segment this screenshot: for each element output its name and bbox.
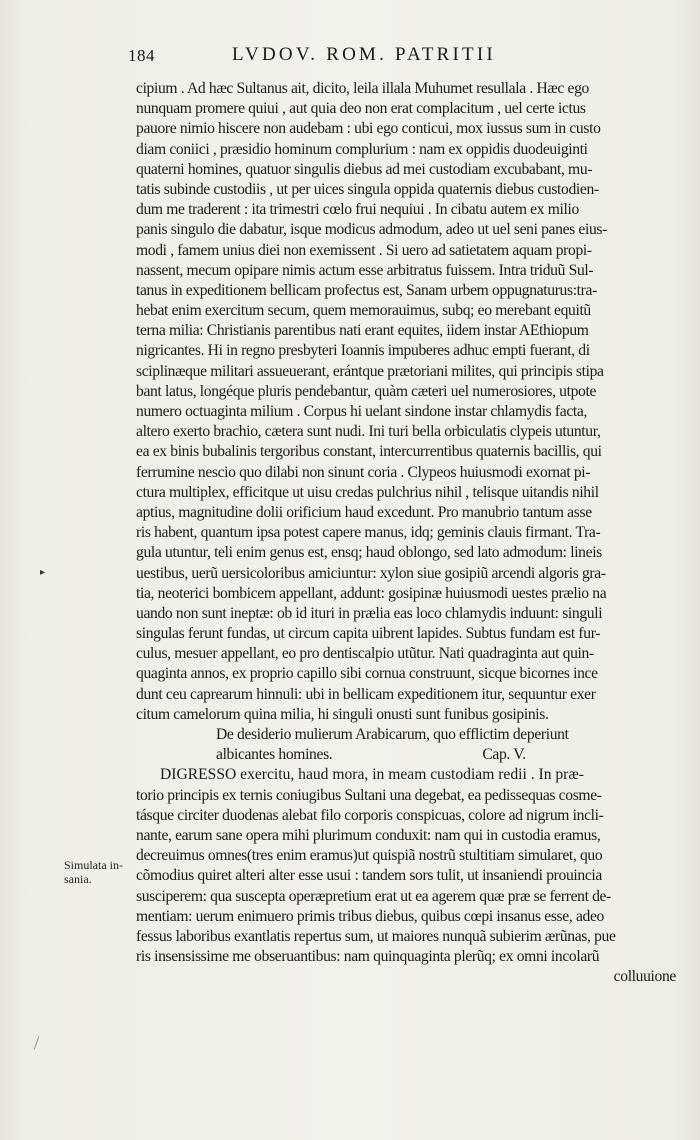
text-line: susciperem: qua suscepta operæpretium erat ut ea agerem quæ præ se ferrent de-: [136, 887, 611, 905]
text-line: mentiam: uerum enimuero primis tribus diebus, quibus cœpi insanus esse, adeo: [136, 907, 604, 925]
chapter-number: Cap. V.: [482, 746, 526, 764]
text-line: panis singulo die dabatur, isque modicus admodum, adeo ut uel seni panes eius-: [136, 221, 607, 239]
text-line: nante, earum sane opera mihi plurimum conduxit: nam qui in custodia eramus,: [136, 826, 601, 844]
text-line: culus, mesuer appellant, eo pro dentiscalpio utũtur. Nati quadraginta aut quin-: [136, 645, 594, 663]
text-line: pauore nimio hiscere non audebam : ubi ego conticui, mox iussus sum in custo: [136, 120, 601, 138]
margin-stray-mark: [34, 1036, 40, 1049]
text-line: ris habent, quantum ipsa potest capere manus, idq; geminis clauis firmant. Tra-: [136, 524, 601, 542]
chapter-title-part: albicantes homines.: [216, 746, 333, 764]
text-line: nassent, mecum opipare nimis actum esse arbitratus fuissem. Intra triduũ Sul-: [136, 261, 594, 279]
text-line: cõmodius quiret alteri alter esse usui : tandem sors tulit, ut insaniendi prouincia: [136, 867, 602, 885]
chapter-heading-line: De desiderio mulierum Arabicarum, quo efflictim deperiunt: [216, 726, 569, 743]
text-line: citum camelorum quina milia, hi singuli onusti sunt funibus gosipinis.: [136, 705, 549, 723]
text-line: cipium . Ad hæc Sultanus ait, dicito, leila illala Muhumet resullala . Hæc ego: [136, 80, 589, 97]
text-line: aptius, magnitudine dolii orificium haud excedunt. Pro manubrio tantum asse: [136, 503, 592, 521]
marginal-note-line: sania.: [64, 872, 92, 886]
text-line: decreuimus omnes(tres enim eramus)ut quispiã nostrũ stultitiam simularet, quo: [136, 847, 603, 865]
body-text: [136, 79, 676, 987]
text-line: tatis subinde custodiis , ut per uices singula oppida quaternis diebus custodien-: [136, 180, 599, 198]
text-line: tanus in expeditionem bellicam profectus est, Sanam urbem oppugnaturus:tra-: [136, 281, 597, 299]
text-line: terna milia: Christianis parentibus nati erant equites, iidem instar AEthiopum: [136, 322, 589, 340]
text-line: uando non sunt ineptæ: ob id ituri in prælia eas loco chlamydis induunt: singuli: [136, 604, 603, 622]
text-line: altero exerto brachio, cætera sunt nudi. Ini turi bella orbiculatis clypeis utuntur,: [136, 423, 601, 441]
text-line: hebat enim exercitum secum, quem memorauimus, subq; eo merebant equitũ: [136, 302, 591, 320]
page-header: [128, 46, 676, 72]
text-line: quaginta annos, ex proprio capillo sibi cornua construunt, sicque bicornes ince: [136, 665, 598, 683]
margin-mark-icon: ▸: [40, 567, 46, 578]
chapter-heading-line: [136, 745, 676, 765]
text-line: nunquam promere quiui , aut quia deo non erat complacitum , uel certe ictus: [136, 100, 586, 118]
text-line: fessus laboribus exantlatis repertus sum, ut maiores nunquã subierim ærũnas, pue: [136, 927, 616, 945]
text-line: ea ex binis bubalinis tergoribus constant, intercurrentibus quaternis bacillis, qui: [136, 443, 602, 461]
text-line: ris insensissime me obseruantibus: nam quinquaginta plerũq; ex omni incolarũ: [136, 948, 600, 966]
text-line: ferrumine nescio quo dilabi non sinunt coria . Clypeos huiusmodi exornat pi-: [136, 463, 591, 481]
text-line: singulas ferunt fundas, ut circum capita uibrent lapides. Subtus fundam est fur-: [136, 625, 601, 643]
marginal-note: [64, 858, 123, 886]
text-line: sciplinæque militari assueuerant, erántque prætoriani milites, qui principis stipa: [136, 362, 604, 380]
running-head: LVDOV. ROM. PATRITII: [232, 44, 496, 65]
text-line: quaterni homines, quatuor singulis diebus ad mei custodiam excubabant, mu-: [136, 160, 593, 178]
text-line: gula utuntur, teli enim genus est, ensq; haud oblongo, sed lato admodum: lineis: [136, 544, 602, 562]
text-line: uestibus, uerũ uersicoloribus amiciuntur: xylon siue gosipiũ arcendi algoris gra-: [136, 564, 606, 582]
text-line: ctura multiplex, efficitque ut uisu credas pulchrius nihil , telisque uitandis nihil: [136, 483, 599, 501]
text-line: dunt ceu caprearum hinnuli: ubi in bellicam expeditionem itur, sequuntur exer: [136, 685, 596, 703]
marginal-note-line: Simulata in-: [64, 858, 123, 872]
text-line: tia, neoterici bombicem appellant, addunt: gosipinæ huiusmodi uestes prælio na: [136, 584, 607, 602]
text-line: bant latus, longéque pluris pendebantur, quàm cæteri uel numerosiores, utpote: [136, 382, 597, 400]
text-line: numero octuaginta milium . Corpus hi uelant sindone instar chlamydis facta,: [136, 403, 587, 420]
text-line: diam coniici , præsidio hominum complurium : nam ex oppidis duodeuiginti: [136, 140, 588, 158]
text-line: tásque circiter duodenas alebat filo corporis conspicuas, colore ad nigrum incli-: [136, 806, 604, 824]
page-number: 184: [128, 46, 155, 65]
text-line: nigricantes. Hi in regno presbyteri Ioannis impuberes adhuc empti fuerant, di: [136, 342, 590, 360]
catchword: colluuione: [613, 968, 676, 986]
chapter-opening-line: DIGRESSO exercitu, haud mora, in meam custodiam redii . In præ-: [160, 766, 584, 784]
text-line: dum me traderent : ita trimestri cœlo frui nequiui . In cibatu autem ex milio: [136, 201, 579, 219]
text-line: torio principis ex ternis coniugibus Sultani una degebat, ea pedissequas cosme-: [136, 786, 602, 804]
text-line: modi , famem unius diei non exemissent . Si uero ad satietatem aquam propi-: [136, 241, 592, 259]
